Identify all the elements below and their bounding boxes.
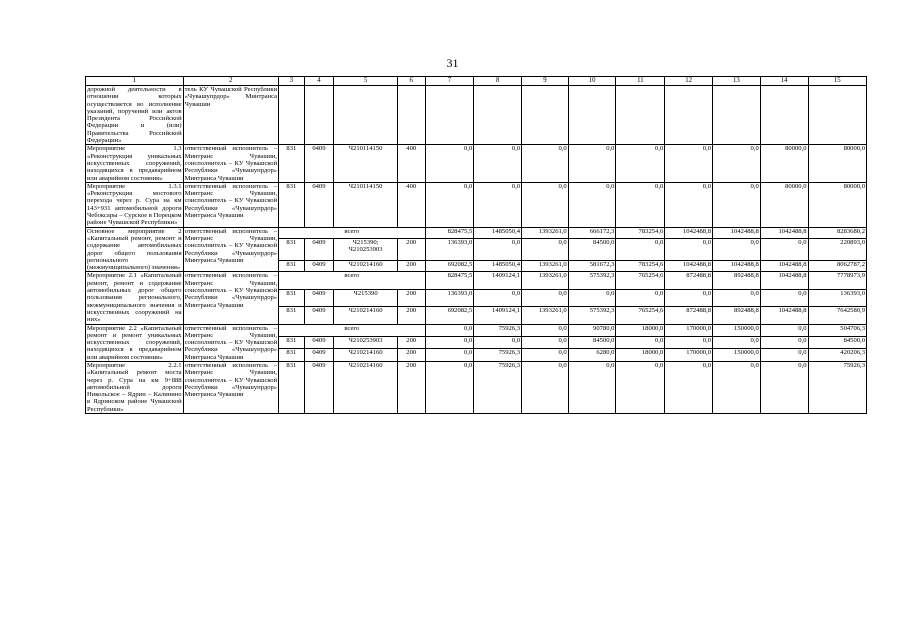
amount-cell: 1393261,0 — [522, 260, 569, 272]
column-header: 13 — [713, 77, 761, 86]
expense-type-code: 400 — [397, 145, 425, 182]
amount-cell: 1409124,1 — [474, 307, 522, 324]
amount-cell: 1409124,1 — [474, 272, 522, 289]
amount-cell: 1393261,0 — [522, 227, 569, 239]
target-article-code: Ч210214160 — [334, 307, 398, 324]
responsible-executor: тель КУ Чувашской Республики «Чувашупрдор» Минтранса Чувашии — [183, 86, 279, 145]
amount-cell: 0,0 — [713, 145, 761, 182]
amount-cell: 666172,3 — [568, 227, 616, 239]
amount-cell: 170000,0 — [665, 324, 713, 336]
amount-cell: 0,0 — [665, 182, 713, 227]
amount-cell: 0,0 — [474, 182, 522, 227]
amount-cell: 1393261,0 — [522, 272, 569, 289]
target-article-code: Ч210214160 — [334, 260, 398, 272]
amount-cell — [616, 86, 665, 145]
amount-cell: 0,0 — [522, 349, 569, 362]
target-article-code: Ч210214160 — [334, 349, 398, 362]
section-code — [304, 86, 334, 145]
measure-name: дорожной деятельности в отношении которых осуществляется во исполнение указаний, поручений или актов Президента Российской Федерации и (или) Правительства Российской Федерации» — [87, 86, 182, 145]
grbs-code: 831 — [279, 349, 304, 362]
amount-cell: 0,0 — [522, 289, 569, 306]
amount-cell: 0,0 — [425, 349, 474, 362]
amount-cell: 692082,5 — [425, 260, 474, 272]
section-code: 0409 — [304, 349, 334, 362]
amount-cell: 872488,8 — [665, 307, 713, 324]
amount-cell: 0,0 — [665, 336, 713, 348]
column-header: 14 — [760, 77, 808, 86]
amount-cell: 80000,0 — [760, 182, 808, 227]
amount-cell: 0,0 — [760, 336, 808, 348]
amount-cell: 84500,0 — [808, 336, 866, 348]
amount-cell: 84500,0 — [568, 336, 616, 348]
target-article-code: Ч210214160 — [334, 361, 398, 413]
amount-cell: 872488,8 — [665, 272, 713, 289]
column-header: 10 — [568, 77, 616, 86]
amount-cell: 75926,3 — [808, 361, 866, 413]
amount-cell: 828475,5 — [425, 272, 474, 289]
section-code: 0409 — [304, 260, 334, 272]
amount-cell: 0,0 — [713, 361, 761, 413]
amount-cell: 8062787,2 — [808, 260, 866, 272]
amount-cell: 80000,0 — [808, 145, 866, 182]
table-row — [86, 361, 867, 413]
responsible-executor: ответственный исполнитель – Минтранс Чувашии, соисполнитель – КУ Чувашской Республики «Чувашупрдор» Минтранса Чувашии — [183, 227, 279, 272]
amount-cell: 0,0 — [474, 289, 522, 306]
amount-cell: 765254,6 — [616, 307, 665, 324]
amount-cell: 0,0 — [760, 349, 808, 362]
amount-cell: 828475,5 — [425, 227, 474, 239]
measure-name: Мероприятие 2.2.1 «Капитальный ремонт моста через р. Сура на км 9+888 автомобильной дороги Никольское – Ядрин – Калинино в Ядринском районе Чувашской Республики» — [87, 361, 182, 413]
grbs-code: 831 — [279, 145, 304, 182]
amount-cell: 0,0 — [474, 239, 522, 261]
grbs-code: 831 — [279, 307, 304, 324]
amount-cell: 0,0 — [760, 239, 808, 261]
amount-cell: 136393,0 — [425, 239, 474, 261]
amount-cell: 18000,0 — [616, 349, 665, 362]
amount-cell: 150000,0 — [713, 349, 761, 362]
responsible-executor: ответственный исполнитель – Минтранс Чувашии, соисполнитель – КУ Чувашской Республики «Чувашупрдор» Минтранса Чувашии — [184, 324, 278, 361]
amount-cell — [425, 86, 474, 145]
amount-cell: 8283680,2 — [808, 227, 866, 239]
amount-cell: 84500,0 — [568, 239, 616, 261]
section-code: 0409 — [304, 145, 334, 182]
amount-cell: 18000,0 — [616, 324, 665, 336]
amount-cell: 575392,3 — [568, 307, 616, 324]
responsible-executor: ответственный исполнитель – Минтранс Чувашии, соисполнитель – КУ Чувашской Республики «Чувашупрдор» Минтранса Чувашии — [183, 361, 279, 413]
measure-name: Мероприятие 2.1 «Капитальный ремонт, ремонт и содержание автомобильных дорог общего пользования регионального, межмуниципального значения и искусственных сооружений на них» — [87, 272, 182, 324]
expense-type-code — [397, 86, 425, 145]
amount-cell: 1042488,8 — [665, 260, 713, 272]
amount-cell: 80000,0 — [760, 145, 808, 182]
table-row — [86, 272, 867, 289]
amount-cell: 7778973,9 — [808, 272, 866, 289]
amount-cell — [760, 86, 808, 145]
amount-cell: 6280,0 — [568, 349, 616, 362]
target-article-code: Ч210114150 — [334, 145, 398, 182]
amount-cell: 0,0 — [425, 182, 474, 227]
column-header: 11 — [616, 77, 665, 86]
total-label: всего — [279, 324, 425, 336]
measure-name: Мероприятие 1.3 «Реконструкция уникальных искусственных сооружений, находящихся в предаварийном или аварийном состоянии» — [87, 145, 182, 182]
measure-name: Мероприятие 2.2 «Капитальный ремонт и ремонт уникальных искусственных сооружений, находящихся в предаварийном или аварийном состоянии» — [87, 324, 182, 361]
section-code: 0409 — [304, 239, 334, 261]
target-article-code: Ч215390; Ч210253903 — [334, 239, 398, 261]
grbs-code: 831 — [279, 239, 304, 261]
amount-cell: 0,0 — [522, 336, 569, 348]
amount-cell: 7642580,9 — [808, 307, 866, 324]
amount-cell: 0,0 — [616, 239, 665, 261]
measure-name: Мероприятие 1.3.1 «Реконструкция мостового перехода через р. Сура на км 143+931 автомобильной дороги Чебоксары – Сурское в Порецком районе Чувашской Республики» — [87, 182, 182, 227]
amount-cell — [808, 86, 866, 145]
amount-cell: 0,0 — [713, 182, 761, 227]
grbs-code: 831 — [279, 336, 304, 348]
grbs-code: 831 — [279, 361, 304, 413]
column-header: 12 — [665, 77, 713, 86]
amount-cell: 1042488,8 — [760, 260, 808, 272]
target-article-code — [334, 86, 398, 145]
amount-cell: 892488,8 — [713, 307, 761, 324]
amount-cell: 0,0 — [616, 182, 665, 227]
amount-cell: 90780,0 — [568, 324, 616, 336]
section-code: 0409 — [304, 289, 334, 306]
column-header: 5 — [334, 77, 398, 86]
amount-cell — [713, 86, 761, 145]
table-row — [86, 145, 867, 182]
amount-cell: 80000,0 — [808, 182, 866, 227]
amount-cell: 1042488,8 — [760, 307, 808, 324]
amount-cell: 75926,3 — [474, 324, 522, 336]
column-header: 7 — [425, 77, 474, 86]
column-header: 2 — [183, 77, 279, 86]
column-header: 3 — [279, 77, 304, 86]
section-code: 0409 — [304, 361, 334, 413]
amount-cell: 765254,6 — [616, 272, 665, 289]
section-code: 0409 — [304, 336, 334, 348]
amount-cell: 0,0 — [616, 361, 665, 413]
amount-cell: 1042488,8 — [713, 227, 761, 239]
responsible-executor: ответственный исполнитель – Минтранс Чувашии, соисполнитель – КУ Чувашской Республики «Чувашупрдор» Минтранса Чувашии — [184, 145, 278, 182]
total-label: всего — [279, 272, 425, 289]
section-code: 0409 — [304, 182, 334, 227]
table-body — [86, 86, 867, 414]
column-header: 15 — [808, 77, 866, 86]
amount-cell: 150000,0 — [713, 324, 761, 336]
amount-cell: 0,0 — [425, 145, 474, 182]
amount-cell: 1393261,0 — [522, 307, 569, 324]
amount-cell: 1042488,8 — [760, 272, 808, 289]
amount-cell: 692082,5 — [425, 307, 474, 324]
amount-cell: 504706,3 — [808, 324, 866, 336]
total-label: всего — [279, 227, 425, 239]
amount-cell: 0,0 — [665, 239, 713, 261]
amount-cell: 0,0 — [616, 145, 665, 182]
amount-cell: 136393,0 — [808, 289, 866, 306]
table-row — [86, 324, 867, 336]
amount-cell: 0,0 — [568, 145, 616, 182]
amount-cell: 1042488,8 — [665, 227, 713, 239]
column-header: 9 — [522, 77, 569, 86]
header-row — [86, 77, 867, 86]
target-article-code: Ч215390 — [334, 289, 398, 306]
amount-cell — [474, 86, 522, 145]
amount-cell: 0,0 — [760, 324, 808, 336]
expense-type-code: 200 — [397, 289, 425, 306]
budget-table — [85, 76, 867, 414]
column-header: 6 — [397, 77, 425, 86]
expense-type-code: 200 — [397, 260, 425, 272]
amount-cell — [522, 86, 569, 145]
expense-type-code: 200 — [397, 336, 425, 348]
amount-cell: 0,0 — [474, 336, 522, 348]
amount-cell: 0,0 — [665, 361, 713, 413]
grbs-code: 831 — [279, 289, 304, 306]
amount-cell: 0,0 — [760, 289, 808, 306]
column-header: 4 — [304, 77, 334, 86]
grbs-code — [279, 86, 304, 145]
amount-cell: 0,0 — [616, 336, 665, 348]
amount-cell: 0,0 — [665, 289, 713, 306]
amount-cell: 0,0 — [713, 239, 761, 261]
expense-type-code: 200 — [397, 349, 425, 362]
expense-type-code: 200 — [397, 361, 425, 413]
amount-cell: 420206,3 — [808, 349, 866, 362]
amount-cell: 892488,8 — [713, 272, 761, 289]
table-row — [86, 227, 867, 239]
amount-cell: 0,0 — [425, 361, 474, 413]
amount-cell: 0,0 — [522, 361, 569, 413]
amount-cell: 0,0 — [713, 289, 761, 306]
amount-cell: 0,0 — [474, 145, 522, 182]
amount-cell: 0,0 — [522, 324, 569, 336]
table-row — [86, 182, 867, 227]
section-code: 0409 — [304, 307, 334, 324]
amount-cell — [665, 86, 713, 145]
page-number: 31 — [446, 56, 459, 70]
amount-cell: 1042488,8 — [713, 260, 761, 272]
amount-cell: 136393,0 — [425, 289, 474, 306]
amount-cell: 0,0 — [522, 182, 569, 227]
column-header: 8 — [474, 77, 522, 86]
amount-cell: 0,0 — [522, 145, 569, 182]
amount-cell: 0,0 — [425, 336, 474, 348]
amount-cell: 1042488,8 — [760, 227, 808, 239]
amount-cell: 581672,3 — [568, 260, 616, 272]
grbs-code: 831 — [279, 182, 304, 227]
amount-cell: 75926,3 — [474, 349, 522, 362]
responsible-executor: ответственный исполнитель – Минтранс Чувашии, соисполнитель – КУ Чувашской Республики «Чувашупрдор» Минтранса Чувашии — [183, 272, 279, 324]
table-row — [86, 86, 867, 145]
amount-cell: 170000,0 — [665, 349, 713, 362]
amount-cell: 575392,3 — [568, 272, 616, 289]
amount-cell: 783254,6 — [616, 227, 665, 239]
amount-cell: 0,0 — [760, 361, 808, 413]
amount-cell: 1485050,4 — [474, 260, 522, 272]
amount-cell: 220893,0 — [808, 239, 866, 261]
expense-type-code: 400 — [397, 182, 425, 227]
amount-cell: 0,0 — [425, 324, 474, 336]
grbs-code: 831 — [279, 260, 304, 272]
amount-cell: 0,0 — [568, 289, 616, 306]
expense-type-code: 200 — [397, 307, 425, 324]
amount-cell: 0,0 — [568, 182, 616, 227]
expense-type-code: 200 — [397, 239, 425, 261]
amount-cell: 0,0 — [713, 336, 761, 348]
responsible-executor: ответственный исполнитель – Минтранс Чувашии, соисполнитель – КУ Чувашской Республики «Чувашупрдор» Минтранса Чувашии — [183, 182, 279, 227]
amount-cell — [568, 86, 616, 145]
amount-cell: 0,0 — [616, 289, 665, 306]
amount-cell: 0,0 — [665, 145, 713, 182]
table-header — [86, 77, 867, 86]
amount-cell: 1485050,4 — [474, 227, 522, 239]
amount-cell: 75926,3 — [474, 361, 522, 413]
target-article-code: Ч210114150 — [334, 182, 398, 227]
amount-cell: 0,0 — [568, 361, 616, 413]
target-article-code: Ч210253903 — [334, 336, 398, 348]
column-header: 1 — [86, 77, 184, 86]
amount-cell: 0,0 — [522, 239, 569, 261]
measure-name: Основное мероприятие 2 «Капитальный ремонт, ремонт и содержание автомобильных дорог общего пользования регионального (межмуниципального) значения» — [87, 227, 182, 272]
amount-cell: 783254,6 — [616, 260, 665, 272]
